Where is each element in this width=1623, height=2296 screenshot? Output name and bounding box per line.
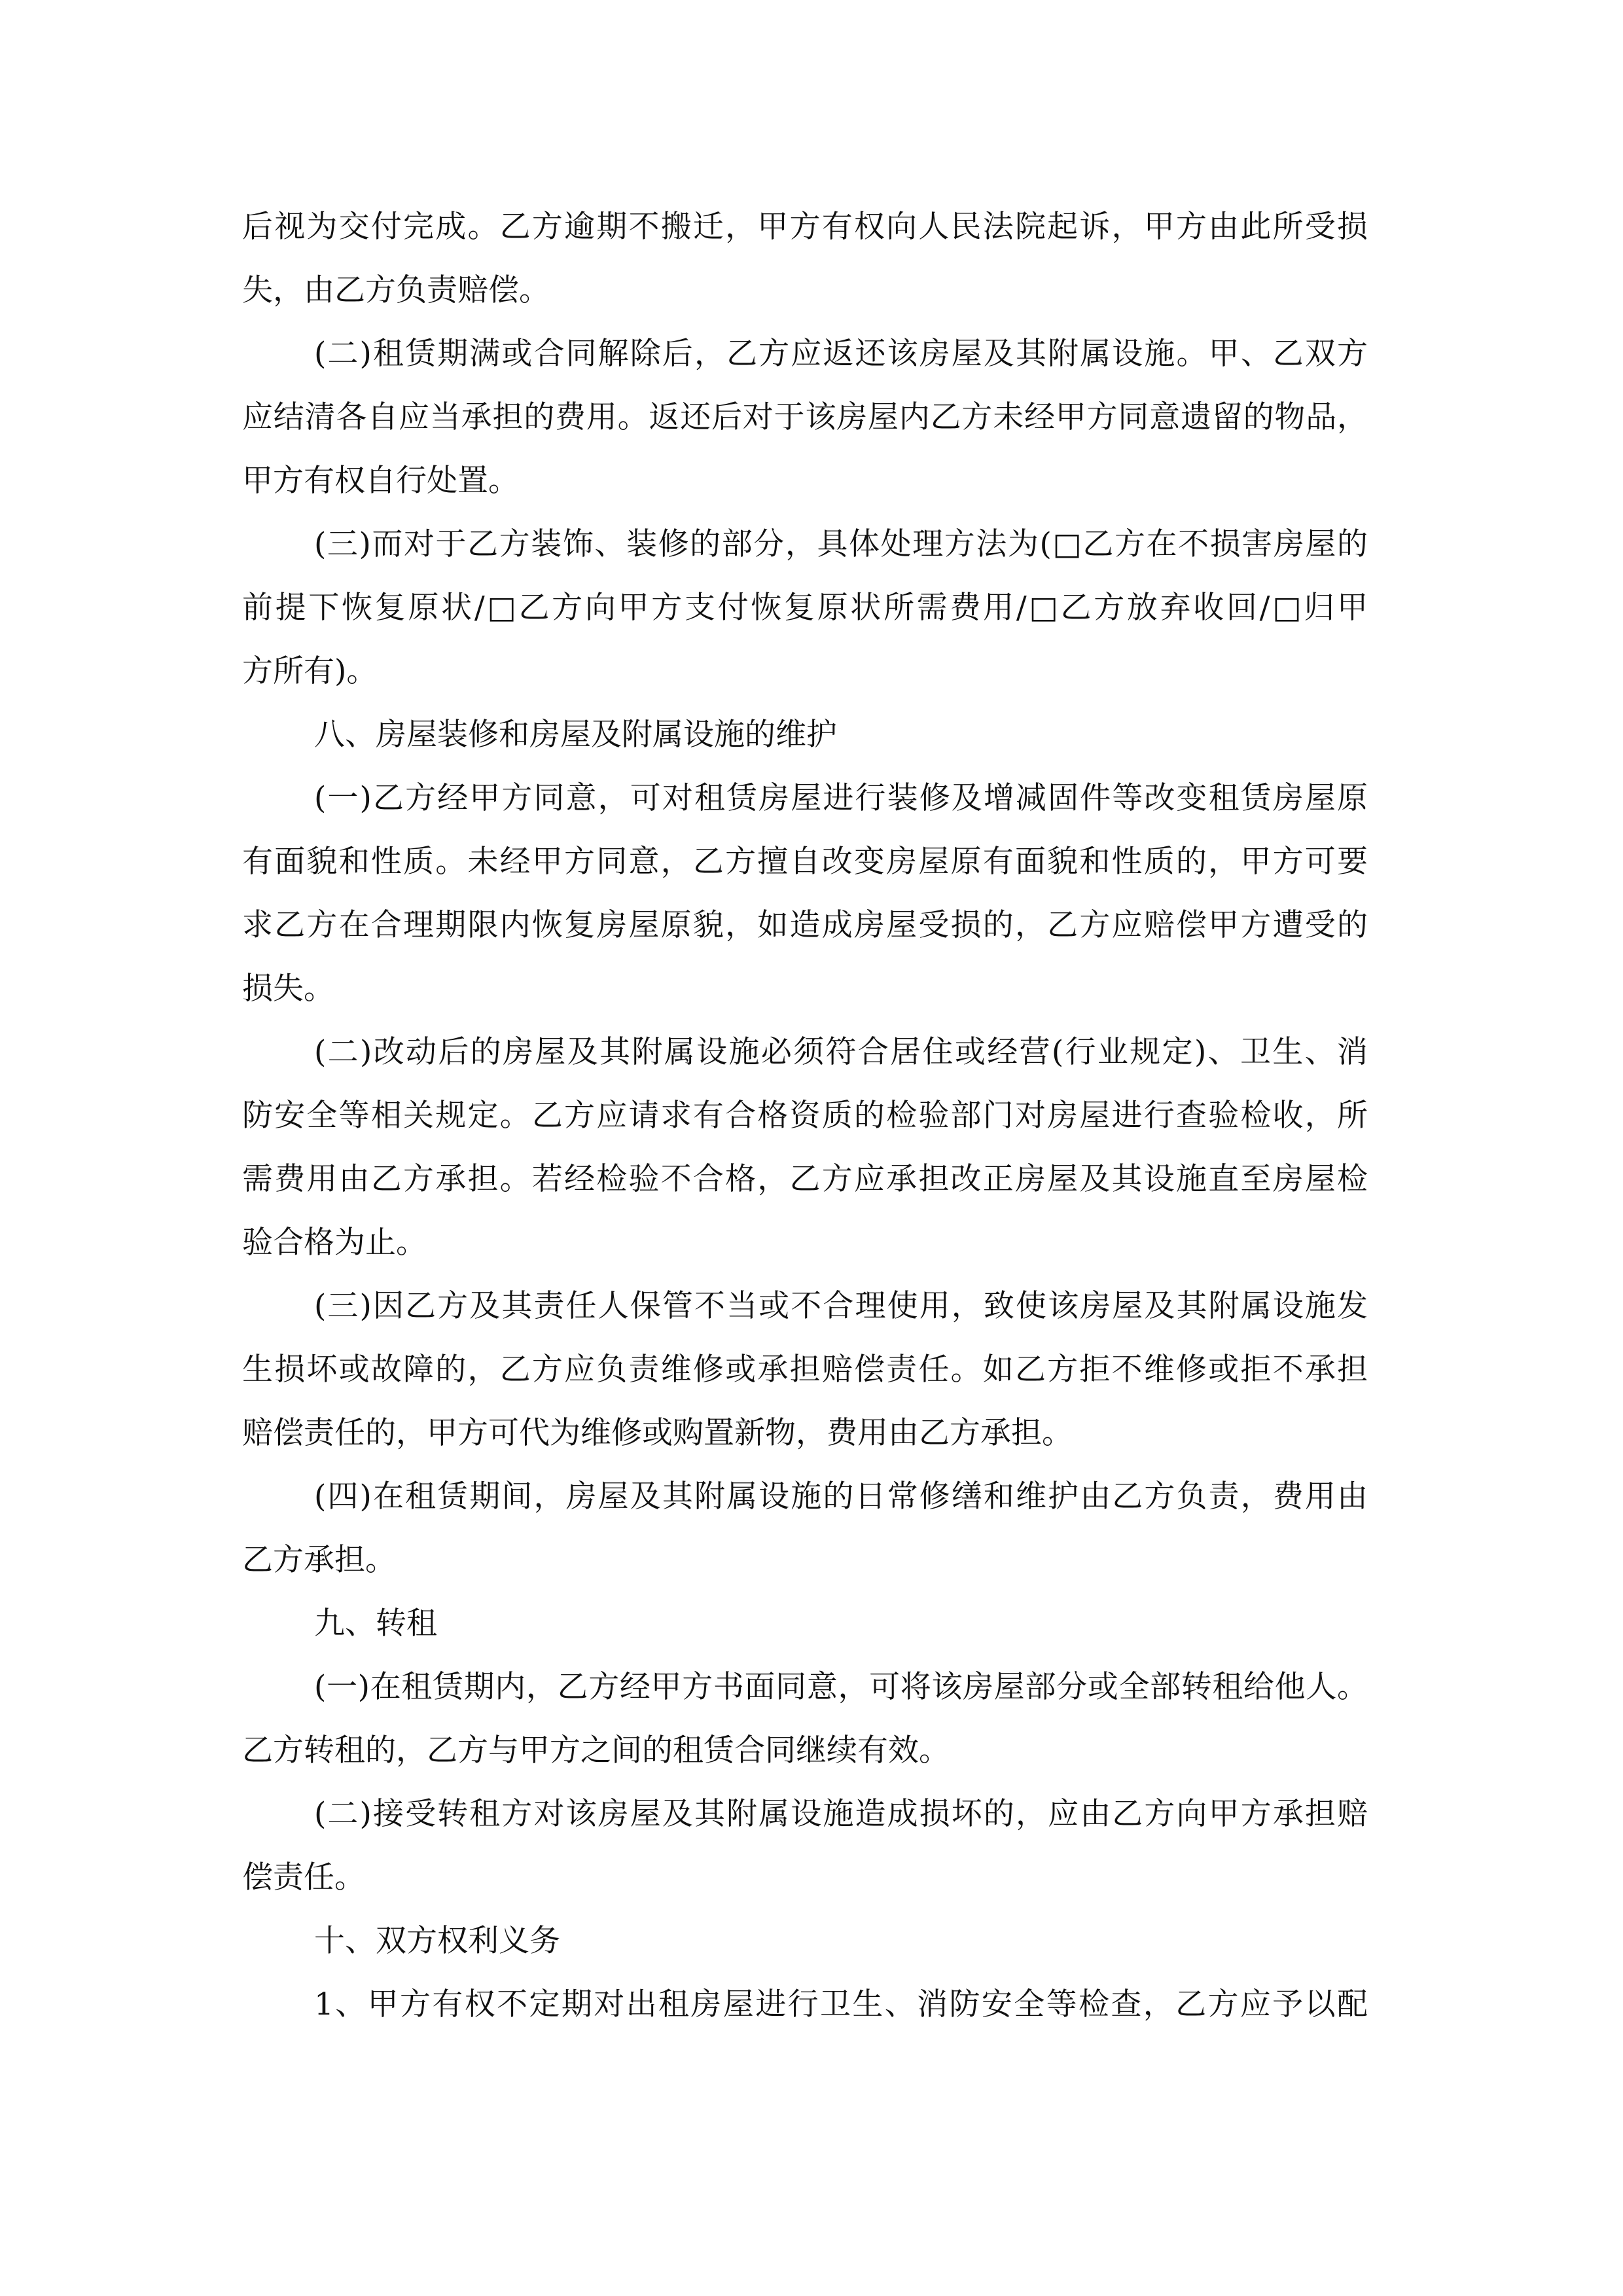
text-line: 失，由乙方负责赔偿。 — [242, 272, 550, 308]
text-line: 有面貌和性质。未经甲方同意，乙方擅自改变房屋原有面貌和性质的，甲方可要 — [242, 844, 1368, 880]
text-line: (二)接受转租方对该房屋及其附属设施造成损坏的，应由乙方向甲方承担赔 — [314, 1796, 1368, 1832]
text-line: 损失。 — [242, 971, 334, 1007]
section-heading: 八、房屋装修和房屋及附属设施的维护 — [314, 717, 837, 753]
section-heading: 十、双方权利义务 — [314, 1923, 560, 1959]
text-line: 防安全等相关规定。乙方应请求有合格资质的检验部门对房屋进行查验检收，所 — [242, 1098, 1368, 1134]
text-line: (四)在租赁期间，房屋及其附属设施的日常修缮和维护由乙方负责，费用由 — [314, 1479, 1368, 1515]
text-line: 1、甲方有权不定期对出租房屋进行卫生、消防安全等检查，乙方应予以配 — [314, 1986, 1368, 2022]
text-line: 乙方转租的，乙方与甲方之间的租赁合同继续有效。 — [242, 1732, 950, 1768]
text-line: 前提下恢复原状/□乙方向甲方支付恢复原状所需费用/□乙方放弃收回/□归甲 — [242, 590, 1368, 626]
text-line: (一)乙方经甲方同意，可对租赁房屋进行装修及增减固件等改变租赁房屋原 — [314, 780, 1368, 816]
text-line: (一)在租赁期内，乙方经甲方书面同意，可将该房屋部分或全部转租给他人。 — [314, 1669, 1368, 1705]
text-line: 求乙方在合理期限内恢复房屋原貌，如造成房屋受损的，乙方应赔偿甲方遭受的 — [242, 907, 1368, 943]
text-line: (二)改动后的房屋及其附属设施必须符合居住或经营(行业规定)、卫生、消 — [314, 1034, 1368, 1070]
text-line: (二)租赁期满或合同解除后，乙方应返还该房屋及其附属设施。甲、乙双方 — [314, 336, 1368, 372]
section-heading: 九、转租 — [314, 1605, 437, 1641]
text-line: 需费用由乙方承担。若经检验不合格，乙方应承担改正房屋及其设施直至房屋检 — [242, 1161, 1368, 1197]
text-line: (三)而对于乙方装饰、装修的部分，具体处理方法为(□乙方在不损害房屋的 — [314, 526, 1368, 562]
text-line: 赔偿责任的，甲方可代为维修或购置新物，费用由乙方承担。 — [242, 1415, 1073, 1451]
text-line: 验合格为止。 — [242, 1225, 427, 1261]
text-line: 生损坏或故障的，乙方应负责维修或承担赔偿责任。如乙方拒不维修或拒不承担 — [242, 1352, 1368, 1388]
text-line: 乙方承担。 — [242, 1542, 396, 1578]
document-body — [242, 195, 1368, 2036]
text-line: 方所有)。 — [242, 653, 378, 689]
text-line: 甲方有权自行处置。 — [242, 463, 519, 499]
text-line: 偿责任。 — [242, 1859, 365, 1895]
text-line: (三)因乙方及其责任人保管不当或不合理使用，致使该房屋及其附属设施发 — [314, 1288, 1368, 1324]
text-line: 应结清各自应当承担的费用。返还后对于该房屋内乙方未经甲方同意遗留的物品， — [242, 399, 1368, 435]
text-line: 后视为交付完成。乙方逾期不搬迁，甲方有权向人民法院起诉，甲方由此所受损 — [242, 209, 1368, 245]
